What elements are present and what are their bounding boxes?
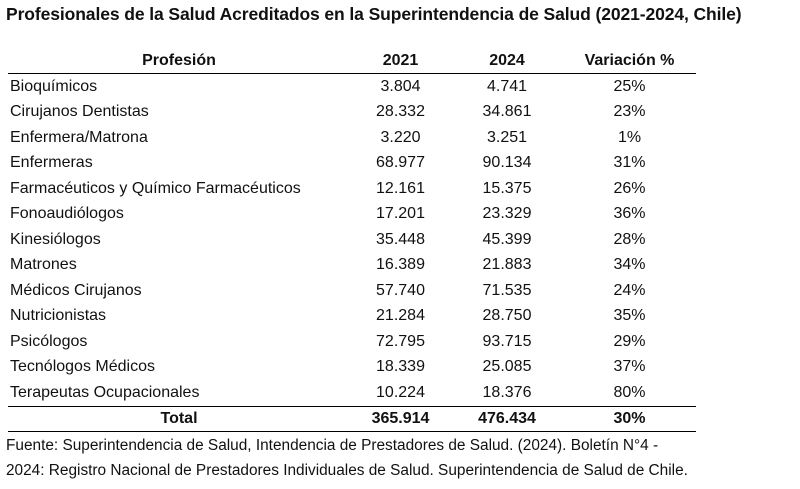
cell-2024: 3.251 bbox=[486, 128, 528, 146]
cell-profesion: Enfermeras bbox=[10, 154, 93, 172]
table-body bbox=[8, 74, 696, 407]
cell-2024: 28.750 bbox=[482, 307, 532, 325]
cell-2021: 12.161 bbox=[376, 179, 425, 197]
cell-2021: 57.740 bbox=[376, 281, 425, 299]
cell-2021: 72.795 bbox=[376, 332, 425, 350]
total-variacion: 30% bbox=[563, 406, 696, 431]
cell-variacion: 25% bbox=[613, 77, 646, 95]
cell-profesion: Enfermera/Matrona bbox=[10, 128, 148, 146]
table-row bbox=[8, 304, 696, 330]
cell-2024: 45.399 bbox=[482, 230, 532, 248]
table-row bbox=[8, 125, 696, 151]
header-2021: 2021 bbox=[350, 49, 451, 74]
cell-profesion: Psicólogos bbox=[10, 332, 88, 350]
total-label: Total bbox=[8, 406, 350, 431]
table-row bbox=[8, 227, 696, 253]
table-row bbox=[8, 253, 696, 279]
cell-2021: 35.448 bbox=[376, 230, 425, 248]
cell-2024: 21.883 bbox=[482, 256, 532, 274]
cell-variacion: 28% bbox=[613, 230, 646, 248]
cell-variacion: 36% bbox=[613, 205, 646, 223]
cell-2021: 28.332 bbox=[376, 103, 425, 121]
cell-variacion: 1% bbox=[617, 128, 642, 146]
table-row bbox=[8, 151, 696, 177]
cell-2021: 3.804 bbox=[380, 77, 421, 95]
cell-2021: 10.224 bbox=[376, 383, 425, 401]
cell-2021: 18.339 bbox=[376, 358, 425, 376]
table-row bbox=[8, 176, 696, 202]
cell-profesion: Kinesiólogos bbox=[10, 230, 101, 248]
total-row bbox=[8, 406, 696, 431]
cell-2021: 3.220 bbox=[380, 128, 421, 146]
cell-variacion: 23% bbox=[613, 103, 646, 121]
cell-2021: 68.977 bbox=[376, 154, 425, 172]
table-row bbox=[8, 100, 696, 126]
cell-2021: 21.284 bbox=[376, 307, 425, 325]
cell-2024: 4.741 bbox=[486, 77, 528, 95]
cell-2024: 18.376 bbox=[482, 383, 532, 401]
cell-variacion: 26% bbox=[613, 179, 646, 197]
cell-variacion: 29% bbox=[613, 332, 646, 350]
cell-profesion: Médicos Cirujanos bbox=[10, 281, 142, 299]
table-row bbox=[8, 380, 696, 406]
header-2024: 2024 bbox=[451, 49, 563, 74]
source-footnote bbox=[6, 433, 798, 483]
cell-variacion: 80% bbox=[613, 383, 646, 401]
cell-profesion: Matrones bbox=[10, 256, 77, 274]
cell-profesion: Fonoaudiólogos bbox=[10, 205, 124, 223]
cell-profesion: Bioquímicos bbox=[10, 77, 98, 95]
cell-profesion: Cirujanos Dentistas bbox=[10, 103, 149, 121]
cell-2024: 23.329 bbox=[482, 205, 532, 223]
total-2021: 365.914 bbox=[350, 406, 451, 431]
cell-2024: 93.715 bbox=[482, 332, 532, 350]
cell-variacion: 31% bbox=[613, 154, 646, 172]
table-row bbox=[8, 278, 696, 304]
cell-2024: 25.085 bbox=[482, 358, 532, 376]
cell-2024: 34.861 bbox=[482, 103, 532, 121]
header-profesion: Profesión bbox=[8, 49, 350, 74]
table-row bbox=[8, 329, 696, 355]
table-row bbox=[8, 202, 696, 228]
cell-2021: 17.201 bbox=[376, 205, 425, 223]
cell-profesion: Farmacéuticos y Químico Farmacéuticos bbox=[10, 179, 301, 197]
cell-2024: 71.535 bbox=[482, 281, 532, 299]
footnote-line-2: 2024: Registro Nacional de Prestadores Individuales de Salud. Superintendencia de Salud de Chile. bbox=[6, 462, 688, 479]
professionals-table bbox=[8, 49, 696, 432]
header-variacion: Variación % bbox=[563, 49, 696, 74]
cell-2024: 90.134 bbox=[482, 154, 532, 172]
footnote-line-1: Fuente: Superintendencia de Salud, Intendencia de Prestadores de Salud. (2024). Boletín N°4 - bbox=[6, 437, 659, 454]
table-row bbox=[8, 355, 696, 381]
cell-variacion: 35% bbox=[613, 307, 646, 325]
cell-2024: 15.375 bbox=[482, 179, 532, 197]
table-row bbox=[8, 74, 696, 100]
cell-variacion: 24% bbox=[613, 281, 646, 299]
cell-profesion: Nutricionistas bbox=[10, 307, 107, 325]
cell-profesion: Tecnólogos Médicos bbox=[10, 358, 155, 376]
cell-variacion: 34% bbox=[613, 256, 646, 274]
table-header-row bbox=[8, 49, 696, 74]
cell-2021: 16.389 bbox=[376, 256, 425, 274]
cell-profesion: Terapeutas Ocupacionales bbox=[10, 383, 200, 401]
cell-variacion: 37% bbox=[613, 358, 646, 376]
page-title: Profesionales de la Salud Acreditados en la Superintendencia de Salud (2021-2024, Chile) bbox=[6, 4, 742, 24]
total-2024: 476.434 bbox=[451, 406, 563, 431]
